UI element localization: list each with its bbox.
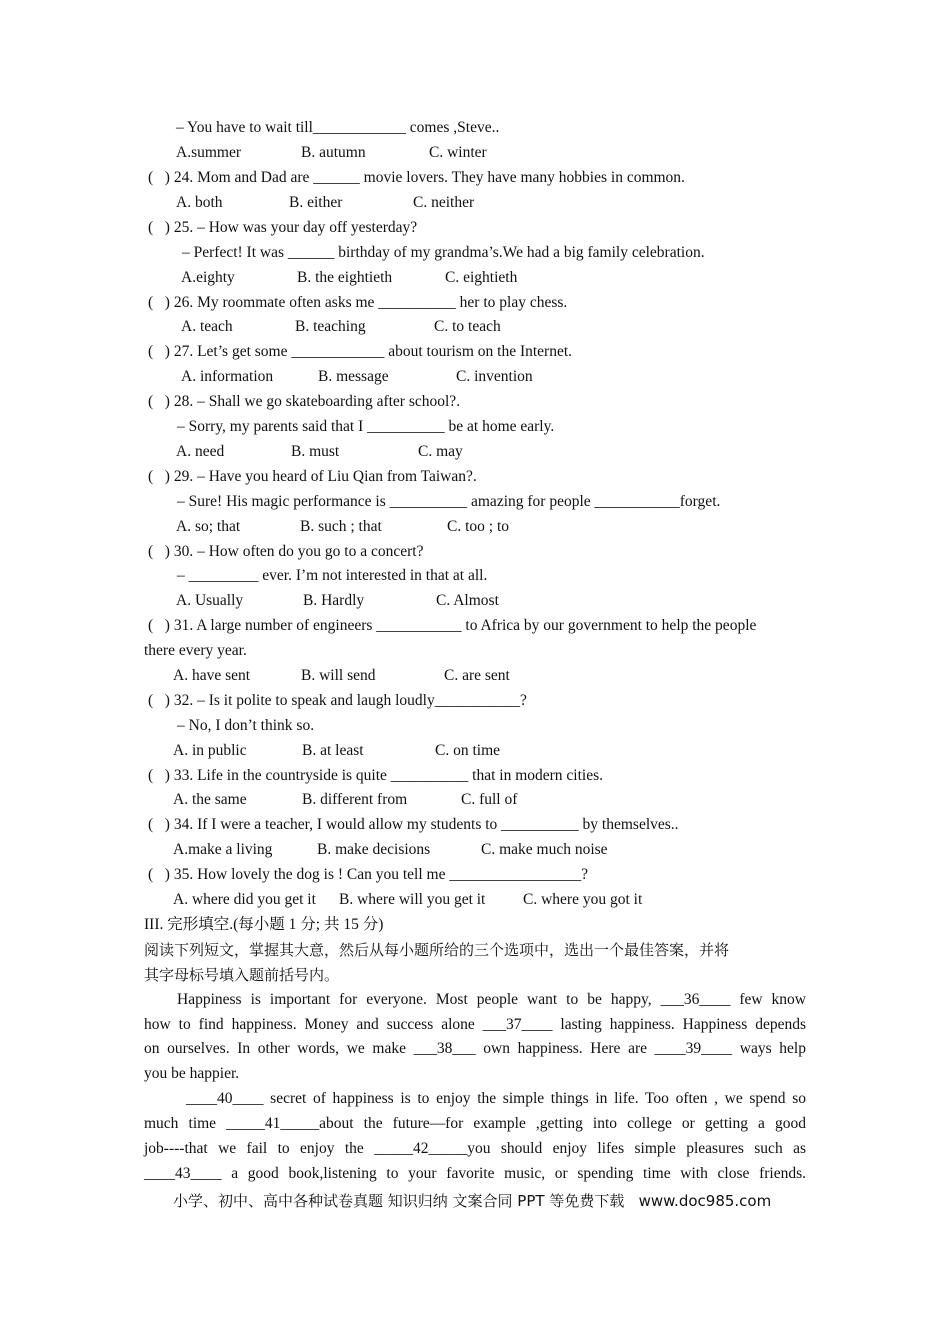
option-a: A. where did you get it [173, 891, 316, 908]
option-a: A. have sent [173, 667, 251, 684]
option-c: C. on time [435, 742, 501, 759]
option-a: A.eighty [181, 269, 235, 286]
option-b: B. the eightieth [297, 269, 393, 286]
option-a: A. teach [181, 318, 233, 335]
option-b: B. make decisions [317, 841, 431, 858]
option-c: C. winter [429, 144, 487, 161]
question-32: ( ) 32. – Is it polite to speak and laugh loudly___________? [148, 692, 527, 709]
question-30-reply: – _________ ever. I’m not interested in that at all. [177, 567, 488, 584]
question-35: ( ) 35. How lovely the dog is ! Can you tell me _________________? [148, 866, 588, 883]
option-b: B. at least [302, 742, 364, 759]
question-30: ( ) 30. – How often do you go to a concert? [148, 543, 424, 560]
question-28: ( ) 28. – Shall we go skateboarding after school?. [148, 393, 461, 410]
option-c: C. invention [456, 368, 533, 385]
section-instructions-continued: 其字母标号填入题前括号内。 [144, 966, 340, 984]
option-c: C. Almost [436, 592, 499, 609]
option-b: B. different from [302, 791, 408, 808]
option-a: A. need [176, 443, 225, 460]
option-a: A. Usually [176, 592, 244, 609]
question-29-reply: – Sure! His magic performance is __________ amazing for people ___________forget. [177, 493, 721, 510]
option-a: A.make a living [173, 841, 273, 858]
question-25: ( ) 25. – How was your day off yesterday? [148, 219, 418, 236]
option-a: A.summer [176, 144, 242, 161]
passage-line: ____43____ a good book,listening to your favorite music, or spending time with close friends. [144, 1165, 806, 1182]
option-a: A. in public [173, 742, 247, 759]
question-25-reply: – Perfect! It was ______ birthday of my grandma’s.We had a big family celebration. [182, 244, 705, 261]
question-31: ( ) 31. A large number of engineers ___________ to Africa by our government to help the people [148, 617, 757, 634]
question-23-dialogue: – You have to wait till____________ comes ,Steve.. [176, 119, 500, 136]
option-c: C. may [418, 443, 463, 460]
option-c: C. full of [461, 791, 518, 808]
question-33: ( ) 33. Life in the countryside is quite __________ that in modern cities. [148, 767, 604, 784]
passage-line: job----that we fail to enjoy the _____42_____you should enjoy lifes simple pleasures such as [144, 1140, 806, 1157]
option-c: C. make much noise [481, 841, 608, 858]
option-a: A. information [181, 368, 274, 385]
option-b: B. Hardly [303, 592, 365, 609]
question-28-reply: – Sorry, my parents said that I __________ be at home early. [177, 418, 555, 435]
question-32-reply: – No, I don’t think so. [177, 717, 315, 734]
question-34: ( ) 34. If I were a teacher, I would allow my students to __________ by themselves.. [148, 816, 679, 833]
option-b: B. either [289, 194, 343, 211]
question-27: ( ) 27. Let’s get some ____________ about tourism on the Internet. [148, 343, 573, 360]
option-c: C. where you got it [523, 891, 643, 908]
passage-line: you be happier. [144, 1065, 240, 1082]
passage-line: on ourselves. In other words, we make ___38___ own happiness. Here are ____39____ ways help [144, 1040, 806, 1057]
passage-line: how to find happiness. Money and success alone ___37____ lasting happiness. Happiness depends [144, 1016, 806, 1033]
option-c: C. are sent [444, 667, 510, 684]
passage-line: much time _____41_____about the future—for example ,getting into college or getting a good [144, 1115, 806, 1132]
option-a: A. both [176, 194, 223, 211]
option-a: A. so; that [176, 518, 241, 535]
question-31-continued: there every year. [144, 642, 247, 659]
option-b: B. will send [301, 667, 376, 684]
option-b: B. message [318, 368, 389, 385]
option-b: B. teaching [295, 318, 366, 335]
section-instructions: 阅读下列短文，掌握其大意，然后从每小题所给的三个选项中，选出一个最佳答案，并将 [144, 941, 730, 959]
option-b: B. must [291, 443, 340, 460]
option-b: B. where will you get it [339, 891, 486, 908]
option-b: B. autumn [301, 144, 366, 161]
section-heading: III. 完形填空.(每小题 1 分; 共 15 分) [144, 916, 384, 933]
option-c: C. too ; to [447, 518, 510, 535]
option-c: C. eightieth [445, 269, 518, 286]
passage-line: ____40____ secret of happiness is to enjoy the simple things in life. Too often , we spend so [186, 1090, 806, 1107]
option-b: B. such ; that [300, 518, 382, 535]
option-a: A. the same [173, 791, 247, 808]
question-24: ( ) 24. Mom and Dad are ______ movie lovers. They have many hobbies in common. [148, 169, 685, 186]
option-c: C. neither [413, 194, 475, 211]
page-footer: 小学、初中、高中各种试卷真题 知识归纳 文案合同 PPT 等免费下载 www.doc985.com [173, 1192, 772, 1210]
option-c: C. to teach [434, 318, 501, 335]
question-29: ( ) 29. – Have you heard of Liu Qian from Taiwan?. [148, 468, 477, 485]
passage-line: Happiness is important for everyone. Most people want to be happy, ___36____ few know [177, 991, 806, 1008]
question-26: ( ) 26. My roommate often asks me __________ her to play chess. [148, 294, 568, 311]
